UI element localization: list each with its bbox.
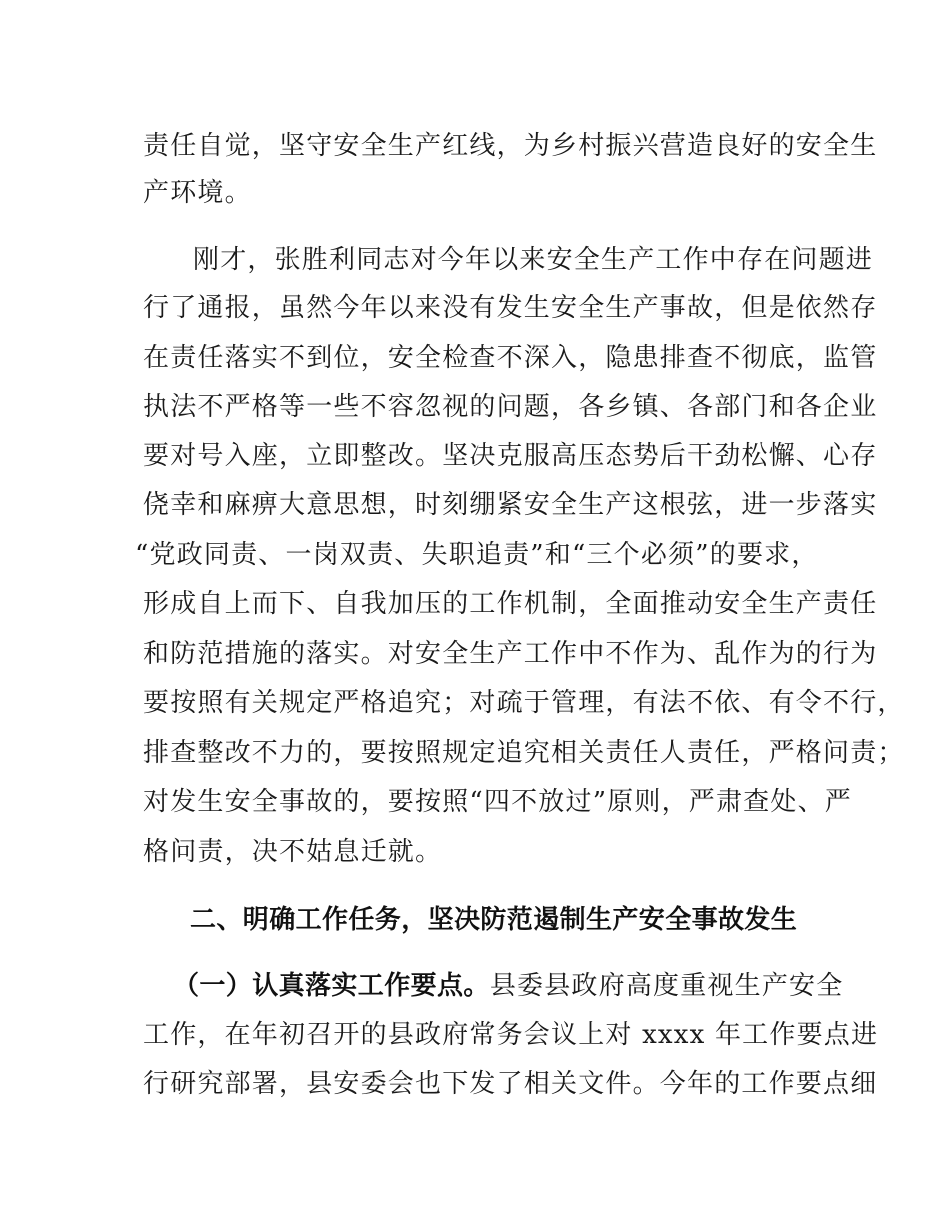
paragraph-3-line-1-rest: 县委县政府高度重视生产安全: [489, 971, 844, 1001]
paragraph-3-line-3: 行研究部署，县安委会也下发了相关文件。今年的工作要点细: [143, 1069, 878, 1099]
section-heading: 二、明确工作任务，坚决防范遏制生产安全事故发生: [190, 905, 798, 935]
paragraph-1-line-1: 责任自觉，坚守安全生产红线，为乡村振兴营造良好的安全生: [143, 131, 878, 161]
paragraph-2-line-8: 形成自上而下、自我加压的工作机制，全面推动安全生产责任: [143, 589, 878, 619]
paragraph-3-lead: （一）认真落实工作要点。: [173, 971, 490, 1001]
paragraph-2-line-1: 刚才，张胜利同志对今年以来安全生产工作中存在问题进: [193, 245, 874, 275]
paragraph-2-line-9: 和防范措施的落实。对安全生产工作中不作为、乱作为的行为: [143, 639, 878, 669]
paragraph-3-line-1: [173, 966, 843, 1006]
paragraph-2-line-7: “党政同责、一岗双责、失职追责”和“三个必须”的要求，: [135, 540, 819, 570]
paragraph-1-line-2: 产环境。: [143, 178, 252, 208]
paragraph-2-line-11: 排查整改不力的，要按照规定追究相关责任人责任，严格问责；: [143, 738, 905, 768]
paragraph-2-line-13: 格问责，决不姑息迁就。: [143, 837, 443, 867]
paragraph-2-line-5: 要对号入座，立即整改。坚决克服高压态势后干劲松懈、心存: [143, 441, 878, 471]
paragraph-3-line-2: 工作，在年初召开的县政府常务会议上对 xxxx 年工作要点进: [143, 1020, 879, 1050]
paragraph-2-line-3: 在责任落实不到位，安全检查不深入，隐患排查不彻底，监管: [143, 343, 878, 373]
paragraph-2-line-10: 要按照有关规定严格追究；对疏于管理，有法不依、有令不行，: [143, 688, 905, 718]
paragraph-2-line-12: 对发生安全事故的，要按照“四不放过”原则，严肃查处、严: [143, 787, 852, 817]
paragraph-2-line-4: 执法不严格等一些不容忽视的问题，各乡镇、各部门和各企业: [143, 392, 878, 422]
paragraph-2-line-2: 行了通报，虽然今年以来没有发生安全生产事故，但是依然存: [143, 293, 878, 323]
paragraph-2-line-6: 侥幸和麻痹大意思想，时刻绷紧安全生产这根弦，进一步落实: [143, 490, 878, 520]
